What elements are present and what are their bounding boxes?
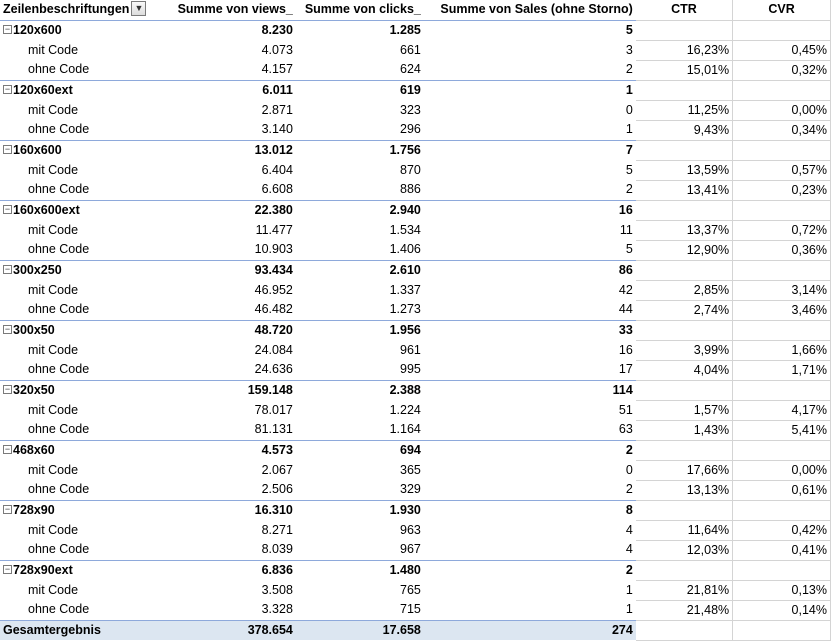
detail-label[interactable]: mit Code	[28, 222, 79, 237]
detail-row[interactable]	[0, 180, 831, 200]
detail-views[interactable]: 2.871	[261, 102, 293, 117]
minus-collapse-icon[interactable]: −	[4, 323, 11, 334]
detail-row[interactable]	[0, 360, 831, 380]
grand-total-ctr[interactable]	[636, 620, 733, 640]
group-ctr[interactable]	[636, 140, 733, 160]
group-row[interactable]	[0, 440, 831, 460]
group-ctr[interactable]	[636, 260, 733, 280]
group-row[interactable]	[0, 380, 831, 400]
grand-total-clicks[interactable]: 17.658	[296, 620, 424, 640]
detail-label[interactable]: ohne Code	[28, 62, 90, 77]
group-label: 160x600ext	[13, 202, 80, 217]
ctr-header[interactable]: CTR	[636, 0, 733, 20]
detail-clicks[interactable]: 365	[400, 462, 421, 477]
detail-views[interactable]: 3.328	[261, 602, 293, 617]
detail-row[interactable]	[0, 400, 831, 420]
detail-clicks[interactable]: 1.224	[389, 402, 421, 417]
detail-ctr[interactable]: 11,25%	[636, 100, 733, 120]
detail-ctr[interactable]: 13,13%	[636, 480, 733, 500]
detail-cvr[interactable]: 0,00%	[733, 100, 831, 120]
detail-cvr[interactable]: 3,14%	[733, 280, 831, 300]
group-cvr[interactable]	[733, 440, 831, 460]
detail-views[interactable]: 3.140	[261, 122, 293, 137]
group-cvr[interactable]	[733, 260, 831, 280]
group-row[interactable]	[0, 200, 831, 220]
detail-cvr[interactable]: 0,34%	[733, 120, 831, 140]
header-row	[0, 0, 831, 20]
detail-label[interactable]: mit Code	[28, 102, 79, 117]
minus-collapse-icon[interactable]: −	[4, 383, 11, 394]
group-ctr[interactable]	[636, 560, 733, 580]
detail-views[interactable]: 8.039	[261, 542, 293, 557]
detail-clicks[interactable]: 1.273	[389, 302, 421, 317]
detail-cvr[interactable]: 0,23%	[733, 180, 831, 200]
detail-views[interactable]: 24.084	[254, 342, 293, 357]
detail-cvr[interactable]: 0,32%	[733, 60, 831, 80]
detail-ctr[interactable]: 16,23%	[636, 40, 733, 60]
views-header[interactable]: Summe von views_	[159, 0, 296, 20]
group-label: 120x60ext	[13, 82, 73, 97]
detail-ctr[interactable]: 2,85%	[636, 280, 733, 300]
detail-row[interactable]	[0, 100, 831, 120]
group-row[interactable]	[0, 260, 831, 280]
detail-sales[interactable]: 16	[618, 342, 633, 357]
group-sales[interactable]: 8	[424, 500, 636, 520]
detail-ctr[interactable]: 13,41%	[636, 180, 733, 200]
detail-row[interactable]	[0, 460, 831, 480]
group-views[interactable]: 159.148	[159, 380, 296, 400]
detail-label[interactable]: mit Code	[28, 42, 79, 57]
group-label-cell[interactable]	[0, 320, 159, 340]
detail-label[interactable]: ohne Code	[28, 362, 90, 377]
detail-views[interactable]: 46.952	[254, 282, 293, 297]
detail-cvr[interactable]: 4,17%	[733, 400, 831, 420]
detail-label[interactable]: ohne Code	[28, 422, 90, 437]
group-row[interactable]	[0, 320, 831, 340]
detail-label[interactable]: ohne Code	[28, 542, 90, 557]
detail-sales[interactable]: 17	[618, 362, 633, 377]
group-clicks[interactable]: 2.940	[296, 200, 424, 220]
detail-row[interactable]	[0, 580, 831, 600]
detail-label[interactable]: mit Code	[28, 522, 79, 537]
detail-label[interactable]: mit Code	[28, 162, 79, 177]
detail-cvr[interactable]: 0,61%	[733, 480, 831, 500]
filter-dropdown-icon[interactable]: ▼	[131, 1, 146, 16]
detail-clicks[interactable]: 661	[400, 42, 421, 57]
group-cvr[interactable]	[733, 200, 831, 220]
detail-row[interactable]	[0, 160, 831, 180]
detail-clicks[interactable]: 1.337	[389, 282, 421, 297]
group-ctr[interactable]	[636, 80, 733, 100]
detail-row[interactable]	[0, 300, 831, 320]
group-label: 300x50	[13, 322, 55, 337]
detail-row[interactable]	[0, 340, 831, 360]
group-cvr[interactable]	[733, 140, 831, 160]
group-clicks[interactable]: 1.480	[296, 560, 424, 580]
group-row[interactable]	[0, 80, 831, 100]
grand-total-row[interactable]	[0, 620, 831, 640]
group-label: 300x250	[13, 262, 62, 277]
group-label: 160x600	[13, 142, 62, 157]
detail-cvr[interactable]: 0,42%	[733, 520, 831, 540]
group-label-cell[interactable]	[0, 80, 159, 100]
group-label-cell[interactable]	[0, 500, 159, 520]
detail-views[interactable]: 78.017	[254, 402, 293, 417]
group-views[interactable]: 8.230	[159, 20, 296, 40]
group-sales[interactable]: 5	[424, 20, 636, 40]
detail-label[interactable]: mit Code	[28, 402, 79, 417]
detail-sales[interactable]: 63	[618, 422, 633, 437]
minus-collapse-icon[interactable]: −	[4, 563, 11, 574]
detail-clicks[interactable]: 715	[400, 602, 421, 617]
detail-sales[interactable]: 42	[618, 282, 633, 297]
detail-cvr[interactable]: 0,14%	[733, 600, 831, 620]
group-sales[interactable]: 2	[424, 440, 636, 460]
detail-ctr[interactable]: 1,57%	[636, 400, 733, 420]
detail-ctr[interactable]: 3,99%	[636, 340, 733, 360]
group-sales[interactable]: 16	[424, 200, 636, 220]
group-clicks[interactable]: 1.285	[296, 20, 424, 40]
detail-sales[interactable]: 0	[625, 462, 633, 477]
detail-sales[interactable]: 1	[625, 602, 633, 617]
detail-ctr[interactable]: 2,74%	[636, 300, 733, 320]
group-ctr[interactable]	[636, 380, 733, 400]
detail-label[interactable]: ohne Code	[28, 182, 90, 197]
detail-clicks[interactable]: 624	[400, 62, 421, 77]
detail-sales[interactable]: 0	[625, 102, 633, 117]
group-sales[interactable]: 2	[424, 560, 636, 580]
detail-label[interactable]: mit Code	[28, 282, 79, 297]
detail-ctr[interactable]: 21,81%	[636, 580, 733, 600]
group-sales[interactable]: 7	[424, 140, 636, 160]
group-views[interactable]: 13.012	[159, 140, 296, 160]
detail-ctr[interactable]: 4,04%	[636, 360, 733, 380]
group-views[interactable]: 16.310	[159, 500, 296, 520]
group-views[interactable]: 93.434	[159, 260, 296, 280]
detail-row[interactable]	[0, 420, 831, 440]
detail-cvr[interactable]: 0,00%	[733, 460, 831, 480]
group-sales[interactable]: 1	[424, 80, 636, 100]
detail-row[interactable]	[0, 220, 831, 240]
row-labels-header[interactable]: Zeilenbeschriftungen ▼	[0, 0, 159, 20]
group-cvr[interactable]	[733, 320, 831, 340]
detail-ctr[interactable]: 17,66%	[636, 460, 733, 480]
minus-collapse-icon[interactable]: −	[4, 263, 11, 274]
grand-total-cvr[interactable]	[733, 620, 831, 640]
minus-collapse-icon[interactable]: −	[4, 203, 11, 214]
minus-collapse-icon[interactable]: −	[4, 443, 11, 454]
detail-views[interactable]: 10.903	[254, 242, 293, 257]
detail-row[interactable]	[0, 120, 831, 140]
detail-sales[interactable]: 1	[625, 582, 633, 597]
group-cvr[interactable]	[733, 500, 831, 520]
detail-ctr[interactable]: 11,64%	[636, 520, 733, 540]
group-row[interactable]	[0, 20, 831, 40]
group-ctr[interactable]	[636, 200, 733, 220]
detail-sales[interactable]: 4	[625, 522, 633, 537]
group-label-cell[interactable]	[0, 140, 159, 160]
detail-cvr[interactable]: 0,41%	[733, 540, 831, 560]
detail-ctr[interactable]: 1,43%	[636, 420, 733, 440]
group-views[interactable]: 6.011	[159, 80, 296, 100]
detail-row[interactable]	[0, 280, 831, 300]
detail-cvr[interactable]: 0,45%	[733, 40, 831, 60]
detail-clicks[interactable]: 1.406	[389, 242, 421, 257]
group-ctr[interactable]	[636, 500, 733, 520]
detail-label[interactable]: ohne Code	[28, 242, 90, 257]
detail-views[interactable]: 46.482	[254, 302, 293, 317]
detail-clicks[interactable]: 1.534	[389, 222, 421, 237]
detail-sales[interactable]: 11	[619, 222, 633, 237]
detail-sales[interactable]: 4	[625, 542, 633, 557]
detail-ctr[interactable]: 12,90%	[636, 240, 733, 260]
group-views[interactable]: 22.380	[159, 200, 296, 220]
group-label-cell[interactable]	[0, 260, 159, 280]
group-clicks[interactable]: 1.956	[296, 320, 424, 340]
group-cvr[interactable]	[733, 380, 831, 400]
detail-sales[interactable]: 2	[625, 62, 633, 77]
detail-clicks[interactable]: 329	[400, 482, 421, 497]
detail-views[interactable]: 4.157	[261, 62, 293, 77]
detail-views[interactable]: 24.636	[254, 362, 293, 377]
group-ctr[interactable]	[636, 440, 733, 460]
detail-row[interactable]	[0, 540, 831, 560]
grand-total-label[interactable]: Gesamtergebnis	[0, 620, 159, 640]
detail-cvr[interactable]: 0,57%	[733, 160, 831, 180]
minus-collapse-icon[interactable]: −	[4, 83, 11, 94]
group-row[interactable]	[0, 560, 831, 580]
group-views[interactable]: 6.836	[159, 560, 296, 580]
group-clicks[interactable]: 2.610	[296, 260, 424, 280]
detail-cvr[interactable]: 0,72%	[733, 220, 831, 240]
detail-label[interactable]: mit Code	[28, 582, 79, 597]
detail-sales[interactable]: 44	[618, 302, 633, 317]
detail-label[interactable]: mit Code	[28, 342, 79, 357]
detail-views[interactable]: 8.271	[261, 522, 293, 537]
group-cvr[interactable]	[733, 20, 831, 40]
group-clicks[interactable]: 619	[296, 80, 424, 100]
detail-clicks[interactable]: 1.164	[389, 422, 421, 437]
detail-ctr[interactable]: 21,48%	[636, 600, 733, 620]
group-clicks[interactable]: 1.756	[296, 140, 424, 160]
group-views[interactable]: 4.573	[159, 440, 296, 460]
detail-clicks[interactable]: 765	[400, 582, 421, 597]
detail-clicks[interactable]: 967	[400, 542, 421, 557]
detail-sales[interactable]: 51	[618, 402, 633, 417]
detail-views[interactable]: 6.404	[261, 162, 293, 177]
detail-cvr[interactable]: 1,66%	[733, 340, 831, 360]
detail-clicks[interactable]: 870	[400, 162, 421, 177]
group-label: 728x90	[13, 502, 55, 517]
detail-views[interactable]: 81.131	[254, 422, 293, 437]
clicks-header[interactable]: Summe von clicks_	[296, 0, 424, 20]
detail-sales[interactable]: 3	[625, 42, 633, 57]
group-label-cell[interactable]	[0, 440, 159, 460]
detail-cvr[interactable]: 3,46%	[733, 300, 831, 320]
cvr-header[interactable]: CVR	[733, 0, 831, 20]
group-label-cell[interactable]	[0, 560, 159, 580]
group-label: 120x600	[13, 22, 62, 37]
detail-sales[interactable]: 2	[625, 182, 633, 197]
detail-label[interactable]: ohne Code	[28, 122, 90, 137]
detail-views[interactable]: 3.508	[261, 582, 293, 597]
group-label: 320x50	[13, 382, 55, 397]
group-label: 468x60	[13, 442, 55, 457]
detail-views[interactable]: 2.067	[261, 462, 293, 477]
group-clicks[interactable]: 1.930	[296, 500, 424, 520]
detail-cvr[interactable]: 0,36%	[733, 240, 831, 260]
detail-row[interactable]	[0, 520, 831, 540]
sales-header[interactable]: Summe von Sales (ohne Storno)	[424, 0, 636, 20]
detail-cvr[interactable]: 5,41%	[733, 420, 831, 440]
detail-sales[interactable]: 5	[625, 162, 633, 177]
grand-total-sales[interactable]: 274	[424, 620, 636, 640]
detail-ctr[interactable]: 13,59%	[636, 160, 733, 180]
detail-ctr[interactable]: 15,01%	[636, 60, 733, 80]
detail-cvr[interactable]: 1,71%	[733, 360, 831, 380]
detail-sales[interactable]: 5	[625, 242, 633, 257]
detail-cvr[interactable]: 0,13%	[733, 580, 831, 600]
detail-views[interactable]: 4.073	[261, 42, 293, 57]
group-cvr[interactable]	[733, 80, 831, 100]
detail-clicks[interactable]: 961	[400, 342, 421, 357]
group-row[interactable]	[0, 140, 831, 160]
detail-row[interactable]	[0, 480, 831, 500]
detail-clicks[interactable]: 323	[400, 102, 421, 117]
detail-clicks[interactable]: 963	[400, 522, 421, 537]
group-label-cell[interactable]	[0, 380, 159, 400]
group-sales[interactable]: 86	[424, 260, 636, 280]
group-clicks[interactable]: 694	[296, 440, 424, 460]
minus-collapse-icon[interactable]: −	[4, 503, 11, 514]
detail-views[interactable]: 11.477	[255, 222, 293, 237]
minus-collapse-icon[interactable]: −	[4, 143, 11, 154]
group-label-cell[interactable]	[0, 20, 159, 40]
minus-collapse-icon[interactable]: −	[4, 23, 11, 34]
group-ctr[interactable]	[636, 320, 733, 340]
detail-views[interactable]: 2.506	[261, 482, 293, 497]
detail-clicks[interactable]: 886	[400, 182, 421, 197]
group-label-cell[interactable]	[0, 200, 159, 220]
detail-row[interactable]	[0, 60, 831, 80]
group-sales[interactable]: 33	[424, 320, 636, 340]
group-ctr[interactable]	[636, 20, 733, 40]
group-views[interactable]: 48.720	[159, 320, 296, 340]
group-label: 728x90ext	[13, 562, 73, 577]
detail-clicks[interactable]: 995	[400, 362, 421, 377]
detail-label[interactable]: ohne Code	[28, 482, 90, 497]
detail-sales[interactable]: 2	[625, 482, 633, 497]
detail-ctr[interactable]: 9,43%	[636, 120, 733, 140]
group-row[interactable]	[0, 500, 831, 520]
detail-row[interactable]	[0, 240, 831, 260]
group-clicks[interactable]: 2.388	[296, 380, 424, 400]
detail-label[interactable]: ohne Code	[28, 302, 90, 317]
detail-sales[interactable]: 1	[625, 122, 633, 137]
detail-row[interactable]	[0, 600, 831, 620]
group-cvr[interactable]	[733, 560, 831, 580]
group-sales[interactable]: 114	[424, 380, 636, 400]
detail-clicks[interactable]: 296	[400, 122, 421, 137]
detail-label[interactable]: ohne Code	[28, 602, 90, 617]
detail-ctr[interactable]: 13,37%	[636, 220, 733, 240]
grand-total-views[interactable]: 378.654	[159, 620, 296, 640]
detail-views[interactable]: 6.608	[261, 182, 293, 197]
detail-row[interactable]	[0, 40, 831, 60]
detail-ctr[interactable]: 12,03%	[636, 540, 733, 560]
detail-label[interactable]: mit Code	[28, 462, 79, 477]
